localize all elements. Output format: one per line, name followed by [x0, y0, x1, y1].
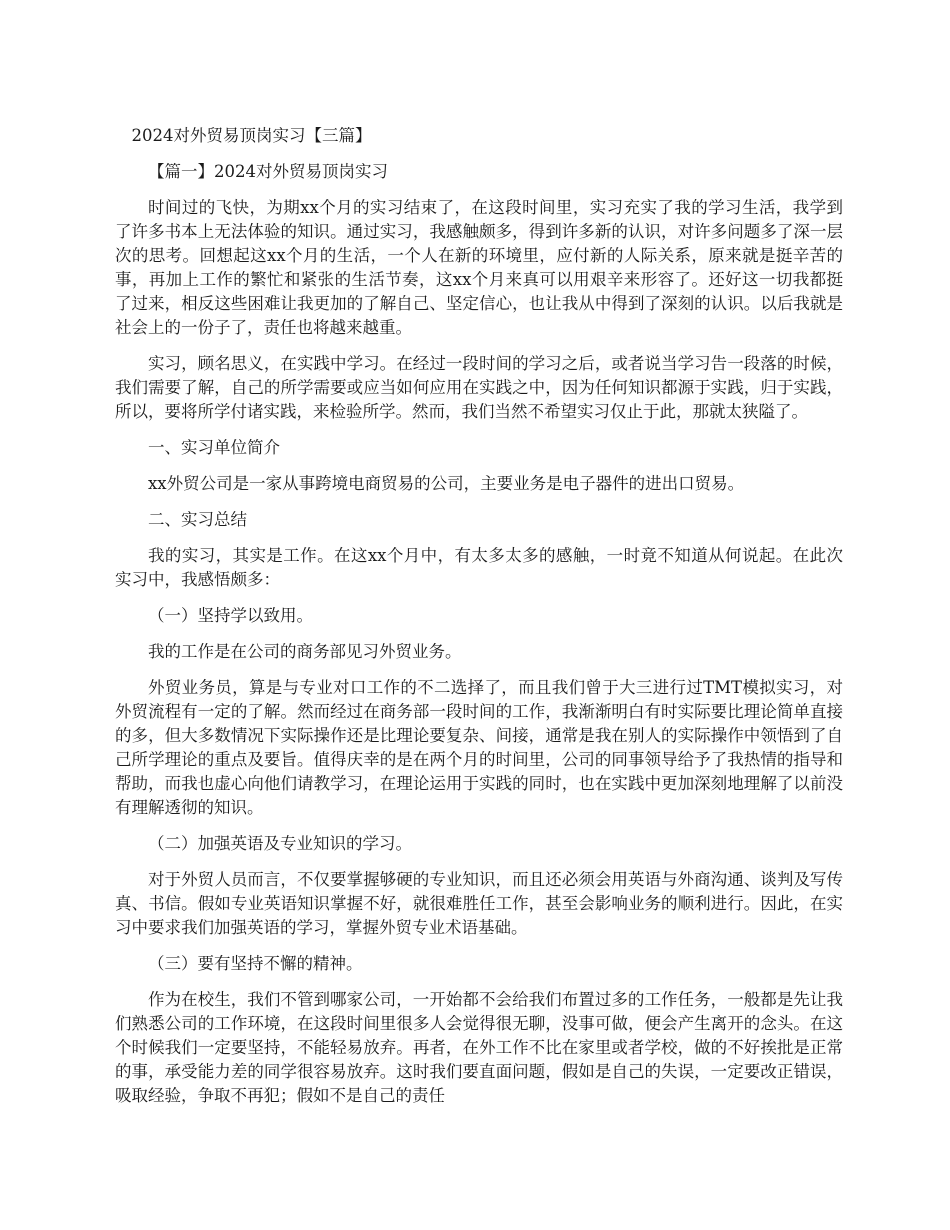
paragraph-english-study: 对于外贸人员而言，不仅要掌握够硬的专业知识，而且还必须会用英语与外商沟通、谈判及写传真、书信。假如专业英语知识掌握不好，就很难胜任工作，甚至会影响业务的顺利进行。因此，在实习中要求我们加强英语的学习，掌握外贸专业术语基础。 — [115, 870, 843, 937]
subheading-apply-learning: （一）坚持学以致用。 — [148, 606, 313, 625]
paragraph-internship-meaning: 实习，顾名思义，在实践中学习。在经过一段时间的学习之后，或者说当学习告一段落的时候，我们需要了解，自己的所学需要或应当如何应用在实践之中，因为任何知识都源于实践，归于实践，所以，要将所学付诸实践，来检验所学。然而，我们当然不希望实习仅止于此，那就太狭隘了。 — [115, 354, 843, 421]
paragraph-job-role: 我的工作是在公司的商务部见习外贸业务。 — [148, 642, 462, 661]
paragraph-trade-work: 外贸业务员，算是与专业对口工作的不二选择了，而且我们曾于大三进行过TMT模拟实习，对外贸流程有一定的了解。然而经过在商务部一段时间的工作，我渐渐明白有时实际要比理论简单直接的多，但大多数情况下实际操作还是比理论要复杂、间接，通常是我在别人的实际操作中领悟到了自己所学理论的重点及要旨。值得庆幸的是在两个月的时间里，公司的同事领导给予了我热情的指导和帮助，而我也虚心向他们请教学习，在理论运用于实践的同时，也在实践中更加深刻地理解了以前没有理解透彻的知识。 — [115, 678, 843, 817]
subheading-english-study: （二）加强英语及专业知识的学习。 — [148, 834, 412, 853]
paragraph-intro: 时间过的飞快，为期xx个月的实习结束了，在这段时间里，实习充实了我的学习生活，我学到了许多书本上无法体验的知识。通过实习，我感触颇多，得到许多新的认识，对许多问题多了深一层次的思考。回想起这xx个月的生活，一个人在新的环境里，应付新的人际关系，原来就是挺辛苦的事，再加上工作的繁忙和紧张的生活节奏，这xx个月来真可以用艰辛来形容了。还好这一切我都挺了过来，相反这些困难让我更加的了解自己、坚定信心，也让我从中得到了深刻的认识。以后我就是社会上的一份子了，责任也将越来越重。 — [115, 198, 843, 337]
heading-summary: 二、实习总结 — [148, 510, 247, 529]
document-title: 2024对外贸易顶岗实习【三篇】 — [131, 126, 372, 145]
section-heading-part-one: 【篇一】2024对外贸易顶岗实习 — [148, 162, 388, 181]
document-body — [115, 124, 843, 1120]
paragraph-summary-intro: 我的实习，其实是工作。在这xx个月中，有太多太多的感触，一时竟不知道从何说起。在此次实习中，我感悟颇多： — [115, 546, 843, 589]
subheading-perseverance: （三）要有坚持不懈的精神。 — [148, 954, 363, 973]
heading-company-intro: 一、实习单位简介 — [148, 438, 280, 457]
paragraph-company-intro: xx外贸公司是一家从事跨境电商贸易的公司，主要业务是电子器件的进出口贸易。 — [148, 474, 745, 493]
paragraph-perseverance: 作为在校生，我们不管到哪家公司，一开始都不会给我们布置过多的工作任务，一般都是先让我们熟悉公司的工作环境，在这段时间里很多人会觉得很无聊，没事可做，便会产生离开的念头。在这个时候我们一定要坚持，不能轻易放弃。再者，在外工作不比在家里或者学校，做的不好挨批是正常的事，承受能力差的同学很容易放弃。这时我们要直面问题，假如是自己的失误，一定要改正错误，吸取经验，争取不再犯；假如不是自己的责任 — [115, 990, 843, 1105]
